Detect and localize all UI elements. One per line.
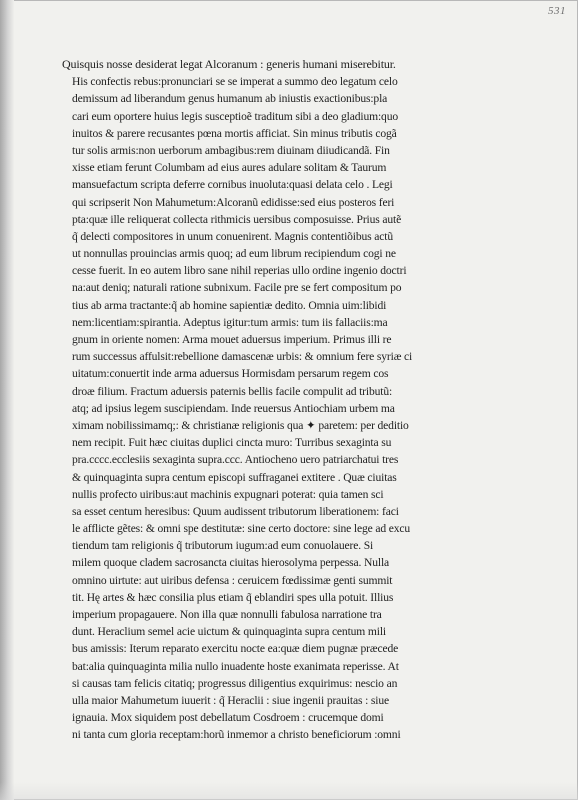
text-line: bat:alia quinquaginta milia nullo inuadente hoste exanimata reperisse. At	[72, 659, 399, 673]
text-line: atq; ad ipsius legem suscipiendam. Inde reuersus Antiochiam urbem ma	[72, 401, 395, 415]
text-line: cesse fuerit. In eo autem libro sane nihil reperias ullo ordine ingenio doctri	[72, 264, 407, 278]
text-line: cari eum oportere huius legis susceptioẽ traditum sibi a deo gladium:quo	[72, 109, 398, 123]
text-line: pta:quæ ille reliquerat collecta rithmicis uersibus composuisse. Prius autẽ	[72, 212, 402, 226]
text-line: tur solis armis:non uerborum ambagibus:rem diuinam diiudicandã. Fin	[72, 143, 390, 157]
text-line: nem:licentiam:spirantia. Adeptus igitur:tum armis: tum iis fallaciis:ma	[72, 315, 388, 329]
text-line: milem quoque cladem sacrosancta ciuitas hierosolyma perpessa. Nulla	[72, 556, 390, 570]
text-line: tit. Hę artes & hæc consilia plus etiam q̃ eblandiri spes ulla potuit. Illius	[72, 590, 394, 604]
text-line: le afflicte gẽtes: & omni spe destitutæ: sine certo doctore: sine lege ad excu	[72, 522, 411, 536]
text-line: ignauia. Mox siquidem post debellatum Cosdroem : crucemque domi	[72, 711, 384, 725]
text-line: dunt. Heraclium semel acie uictum & quinquaginta supra centum mili	[72, 625, 386, 639]
text-line: His confectis rebus:pronunciari se se imperat a summo deo legatum celo	[72, 75, 398, 89]
text-line: ni tanta cum gloria receptam:horũ inmemor a christo beneficiorum :omni	[72, 728, 401, 742]
text-line: q̃ delecti compositores in unum conuenirent. Magnis contentiõibus actũ	[72, 229, 393, 243]
text-line: ulla maior Mahumetum iuuerit : q̃ Heraclii : siue ingenii prauitas : siue	[72, 693, 389, 707]
text-line: sa esset centum heresibus: Quum audissent tributorum liberationem: faci	[72, 504, 399, 518]
text-line: tiendum tam religionis q̃ tributorum iugum:ad eum conuolauere. Si	[72, 539, 374, 553]
text-line: bus amissis: Iterum reparato exercitu nocte ea:quæ diem pugnæ præcede	[72, 642, 399, 656]
text-line: mansuefactum scripta deferre cornibus inuoluta:quasi delata celo . Legi	[72, 178, 393, 192]
text-line: na:aut deniq; naturali ratione subnixum. Facile pre se fert compositum po	[72, 281, 402, 295]
text-line: demissum ad liberandum genus humanum ab iniustis exactionibus:pla	[72, 92, 388, 106]
text-line: droæ filium. Fractum aduersis paternis bellis facile compulit ad tributũ:	[72, 384, 393, 398]
body-text	[62, 56, 470, 744]
folio-number: 531	[548, 5, 566, 17]
text-line: rum successus affulsit:rebellione damascenæ urbis: & omnium fere syriæ ci	[72, 350, 413, 364]
text-line: nullis profecto uiribus:aut machinis expugnari poterat: quia tamen sci	[72, 487, 384, 501]
text-line: omnino uirtute: aut uiribus defensa : ceruicem fœdissimæ genti summit	[72, 573, 393, 587]
text-line: inuitos & parere recusantes pœna mortis afficiat. Sin minus tributis cogã	[72, 126, 397, 140]
text-line: uitatum:conuertit inde arma aduersus Hormisdam persarum regem cos	[72, 367, 389, 381]
text-line: gnum in oriente nomen: Arma mouet aduersus imperium. Primus illi re	[72, 333, 392, 346]
text-line: si causas tam felicis citatiq; progressus diligentius exquirimus: nescio an	[72, 676, 398, 690]
text-line: Quisquis nosse desiderat legat Alcoranum : generis humani miserebitur.	[62, 57, 396, 71]
text-line: ut nonnullas prouincias armis quoq; ad eum librum recipiendum cogi ne	[72, 247, 396, 261]
text-line: & quinquaginta supra centum episcopi suffraganei extitere . Quæ ciuitas	[72, 470, 397, 484]
text-line: xisse etiam ferunt Columbam ad eius aures adulare solitam & Taurum	[72, 161, 387, 175]
text-line: imperium propagauere. Non illa quæ nonnulli fabulosa narratione tra	[72, 608, 382, 621]
text-line: tius ab arma tractante:q̃ ab homine sapientiæ dedito. Omnia uim:libidi	[72, 298, 387, 312]
text-line: qui scripserit Non Mahumetum:Alcoranũ edidisse:sed eius posteros feri	[72, 195, 395, 209]
page-edge-shadow	[0, 782, 578, 800]
text-line: nem recipit. Fuit hæc ciuitas duplici cincta muro: Turribus sexaginta su	[72, 436, 392, 450]
text-line: ximam nobilissimamq;: & christianæ religionis qua ✦ paretem: per deditio	[72, 418, 409, 432]
text-line: pra.cccc.ecclesiis sexaginta supra.ccc. Antiocheno uero patriarchatui tres	[72, 453, 399, 467]
binding-shadow	[0, 0, 14, 800]
